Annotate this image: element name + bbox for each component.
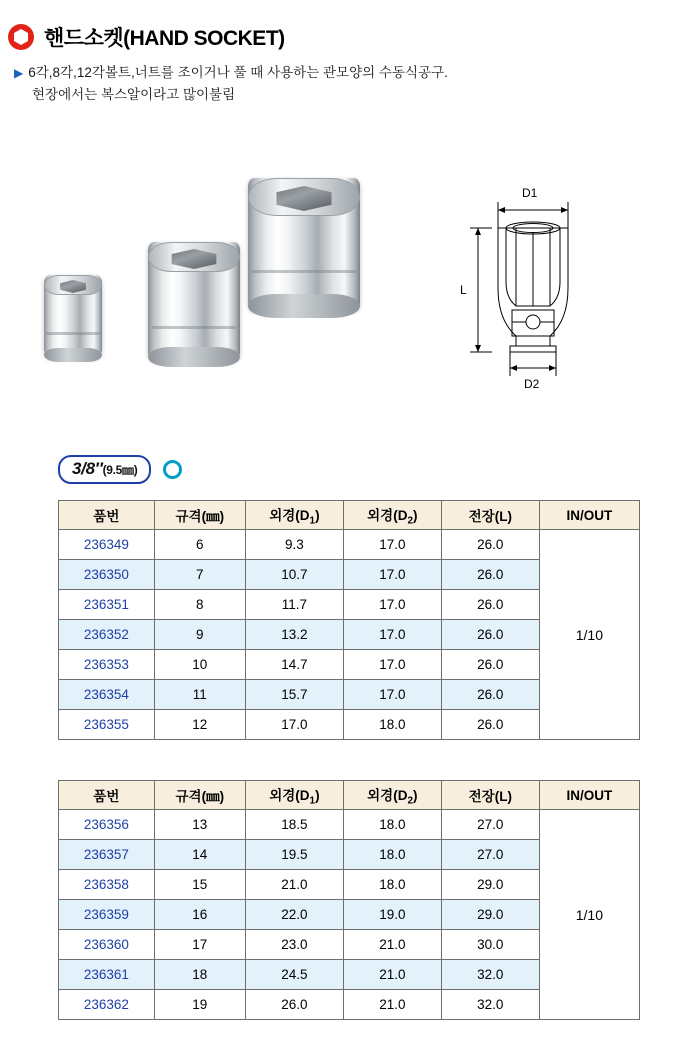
cell-l: 26.0 — [441, 530, 539, 560]
hexagon-logo-icon — [8, 24, 34, 50]
cell-l: 26.0 — [441, 620, 539, 650]
size-badge — [58, 455, 151, 484]
cell-spec: 13 — [154, 810, 245, 840]
th-d1: 외경$(D_1)$ — [245, 781, 343, 810]
table-header-row — [59, 781, 640, 810]
socket-cross-section-svg — [440, 170, 660, 400]
cell-d1: 11.7 — [245, 590, 343, 620]
table-row — [59, 530, 640, 560]
th-code: 품번 — [59, 501, 155, 530]
cell-d2: 19.0 — [343, 900, 441, 930]
size-badge-row — [58, 455, 182, 484]
cell-d1: 17.0 — [245, 710, 343, 740]
cell-code: 236356 — [59, 810, 155, 840]
cell-spec: 14 — [154, 840, 245, 870]
cell-code: 236360 — [59, 930, 155, 960]
cell-code: 236351 — [59, 590, 155, 620]
cell-code: 236350 — [59, 560, 155, 590]
cell-d1: 14.7 — [245, 650, 343, 680]
cell-l: 27.0 — [441, 810, 539, 840]
cell-d1: 9.3 — [245, 530, 343, 560]
cell-code: 236355 — [59, 710, 155, 740]
page-title: 핸드소켓(HAND SOCKET) — [44, 27, 285, 50]
cell-l: 26.0 — [441, 590, 539, 620]
table-row — [59, 810, 640, 840]
cell-d1: 24.5 — [245, 960, 343, 990]
cell-d1: 15.7 — [245, 680, 343, 710]
cell-spec: 9 — [154, 620, 245, 650]
th-inout: IN/OUT — [539, 781, 639, 810]
cell-code: 236349 — [59, 530, 155, 560]
cell-l: 26.0 — [441, 710, 539, 740]
cell-d2: 18.0 — [343, 870, 441, 900]
th-spec: 규격(㎜) — [154, 781, 245, 810]
spec-table-2 — [58, 780, 640, 1020]
cell-spec: 11 — [154, 680, 245, 710]
triangle-bullet-icon: ▶ — [14, 66, 24, 80]
description-line-2: 현장에서는 복스알이라고 많이불림 — [32, 87, 236, 102]
cell-spec: 6 — [154, 530, 245, 560]
cell-code: 236361 — [59, 960, 155, 990]
cell-d1: 13.2 — [245, 620, 343, 650]
cell-code: 236357 — [59, 840, 155, 870]
cell-spec: 12 — [154, 710, 245, 740]
cell-d2: 17.0 — [343, 680, 441, 710]
cell-l: 27.0 — [441, 840, 539, 870]
cell-spec: 18 — [154, 960, 245, 990]
cell-inout: 1/10 — [539, 810, 639, 1020]
spec-table-1 — [58, 500, 640, 740]
size-badge-mm: (9.5㎜) — [102, 463, 138, 477]
th-d2: 외경$(D_2)$ — [343, 781, 441, 810]
cell-spec: 19 — [154, 990, 245, 1020]
cell-code: 236353 — [59, 650, 155, 680]
drawing-label-d2: D2 — [524, 377, 540, 391]
page-header — [8, 22, 285, 52]
cell-d1: 22.0 — [245, 900, 343, 930]
cell-spec: 17 — [154, 930, 245, 960]
cell-l: 32.0 — [441, 960, 539, 990]
cell-l: 29.0 — [441, 900, 539, 930]
cell-d2: 21.0 — [343, 930, 441, 960]
cell-l: 26.0 — [441, 650, 539, 680]
cell-d1: 19.5 — [245, 840, 343, 870]
cell-spec: 8 — [154, 590, 245, 620]
table-header-row — [59, 501, 640, 530]
size-badge-value: 3/8 — [72, 459, 95, 478]
th-d1: 외경$(D_1)$ — [245, 501, 343, 530]
cell-code: 236354 — [59, 680, 155, 710]
cell-d1: 18.5 — [245, 810, 343, 840]
cell-code: 236352 — [59, 620, 155, 650]
size-badge-inch: ″ — [94, 459, 103, 478]
th-d2: 외경$(D_2)$ — [343, 501, 441, 530]
cell-d2: 17.0 — [343, 560, 441, 590]
th-l: 전장(L) — [441, 501, 539, 530]
product-description — [14, 62, 654, 105]
cell-l: 29.0 — [441, 870, 539, 900]
cell-d2: 18.0 — [343, 710, 441, 740]
cell-spec: 15 — [154, 870, 245, 900]
cell-code: 236358 — [59, 870, 155, 900]
cell-d2: 17.0 — [343, 650, 441, 680]
cell-d2: 21.0 — [343, 990, 441, 1020]
cell-inout: 1/10 — [539, 530, 639, 740]
th-code: 품번 — [59, 781, 155, 810]
cell-l: 26.0 — [441, 560, 539, 590]
cell-d2: 17.0 — [343, 590, 441, 620]
cell-d2: 18.0 — [343, 810, 441, 840]
cell-spec: 7 — [154, 560, 245, 590]
cell-d2: 18.0 — [343, 840, 441, 870]
drawing-label-l: L — [460, 283, 467, 297]
socket-photo-large — [248, 178, 360, 310]
cell-d1: 21.0 — [245, 870, 343, 900]
cell-l: 26.0 — [441, 680, 539, 710]
th-inout: IN/OUT — [539, 501, 639, 530]
drawing-label-d1: D1 — [522, 186, 538, 200]
cell-d1: 26.0 — [245, 990, 343, 1020]
cell-l: 32.0 — [441, 990, 539, 1020]
cell-code: 236359 — [59, 900, 155, 930]
cell-spec: 10 — [154, 650, 245, 680]
cell-code: 236362 — [59, 990, 155, 1020]
description-line-1: 6각,8각,12각볼트,너트를 조이거나 풀 때 사용하는 관모양의 수동식공구. — [28, 65, 448, 80]
cell-d2: 17.0 — [343, 620, 441, 650]
cell-d1: 10.7 — [245, 560, 343, 590]
cell-d2: 17.0 — [343, 530, 441, 560]
cell-l: 30.0 — [441, 930, 539, 960]
socket-photo-medium — [148, 242, 240, 360]
socket-photo-small — [44, 275, 102, 357]
cyan-circle-icon — [163, 460, 182, 479]
th-l: 전장(L) — [441, 781, 539, 810]
cell-spec: 16 — [154, 900, 245, 930]
cell-d1: 23.0 — [245, 930, 343, 960]
th-spec: 규격(㎜) — [154, 501, 245, 530]
technical-drawing — [440, 170, 660, 400]
cell-d2: 21.0 — [343, 960, 441, 990]
